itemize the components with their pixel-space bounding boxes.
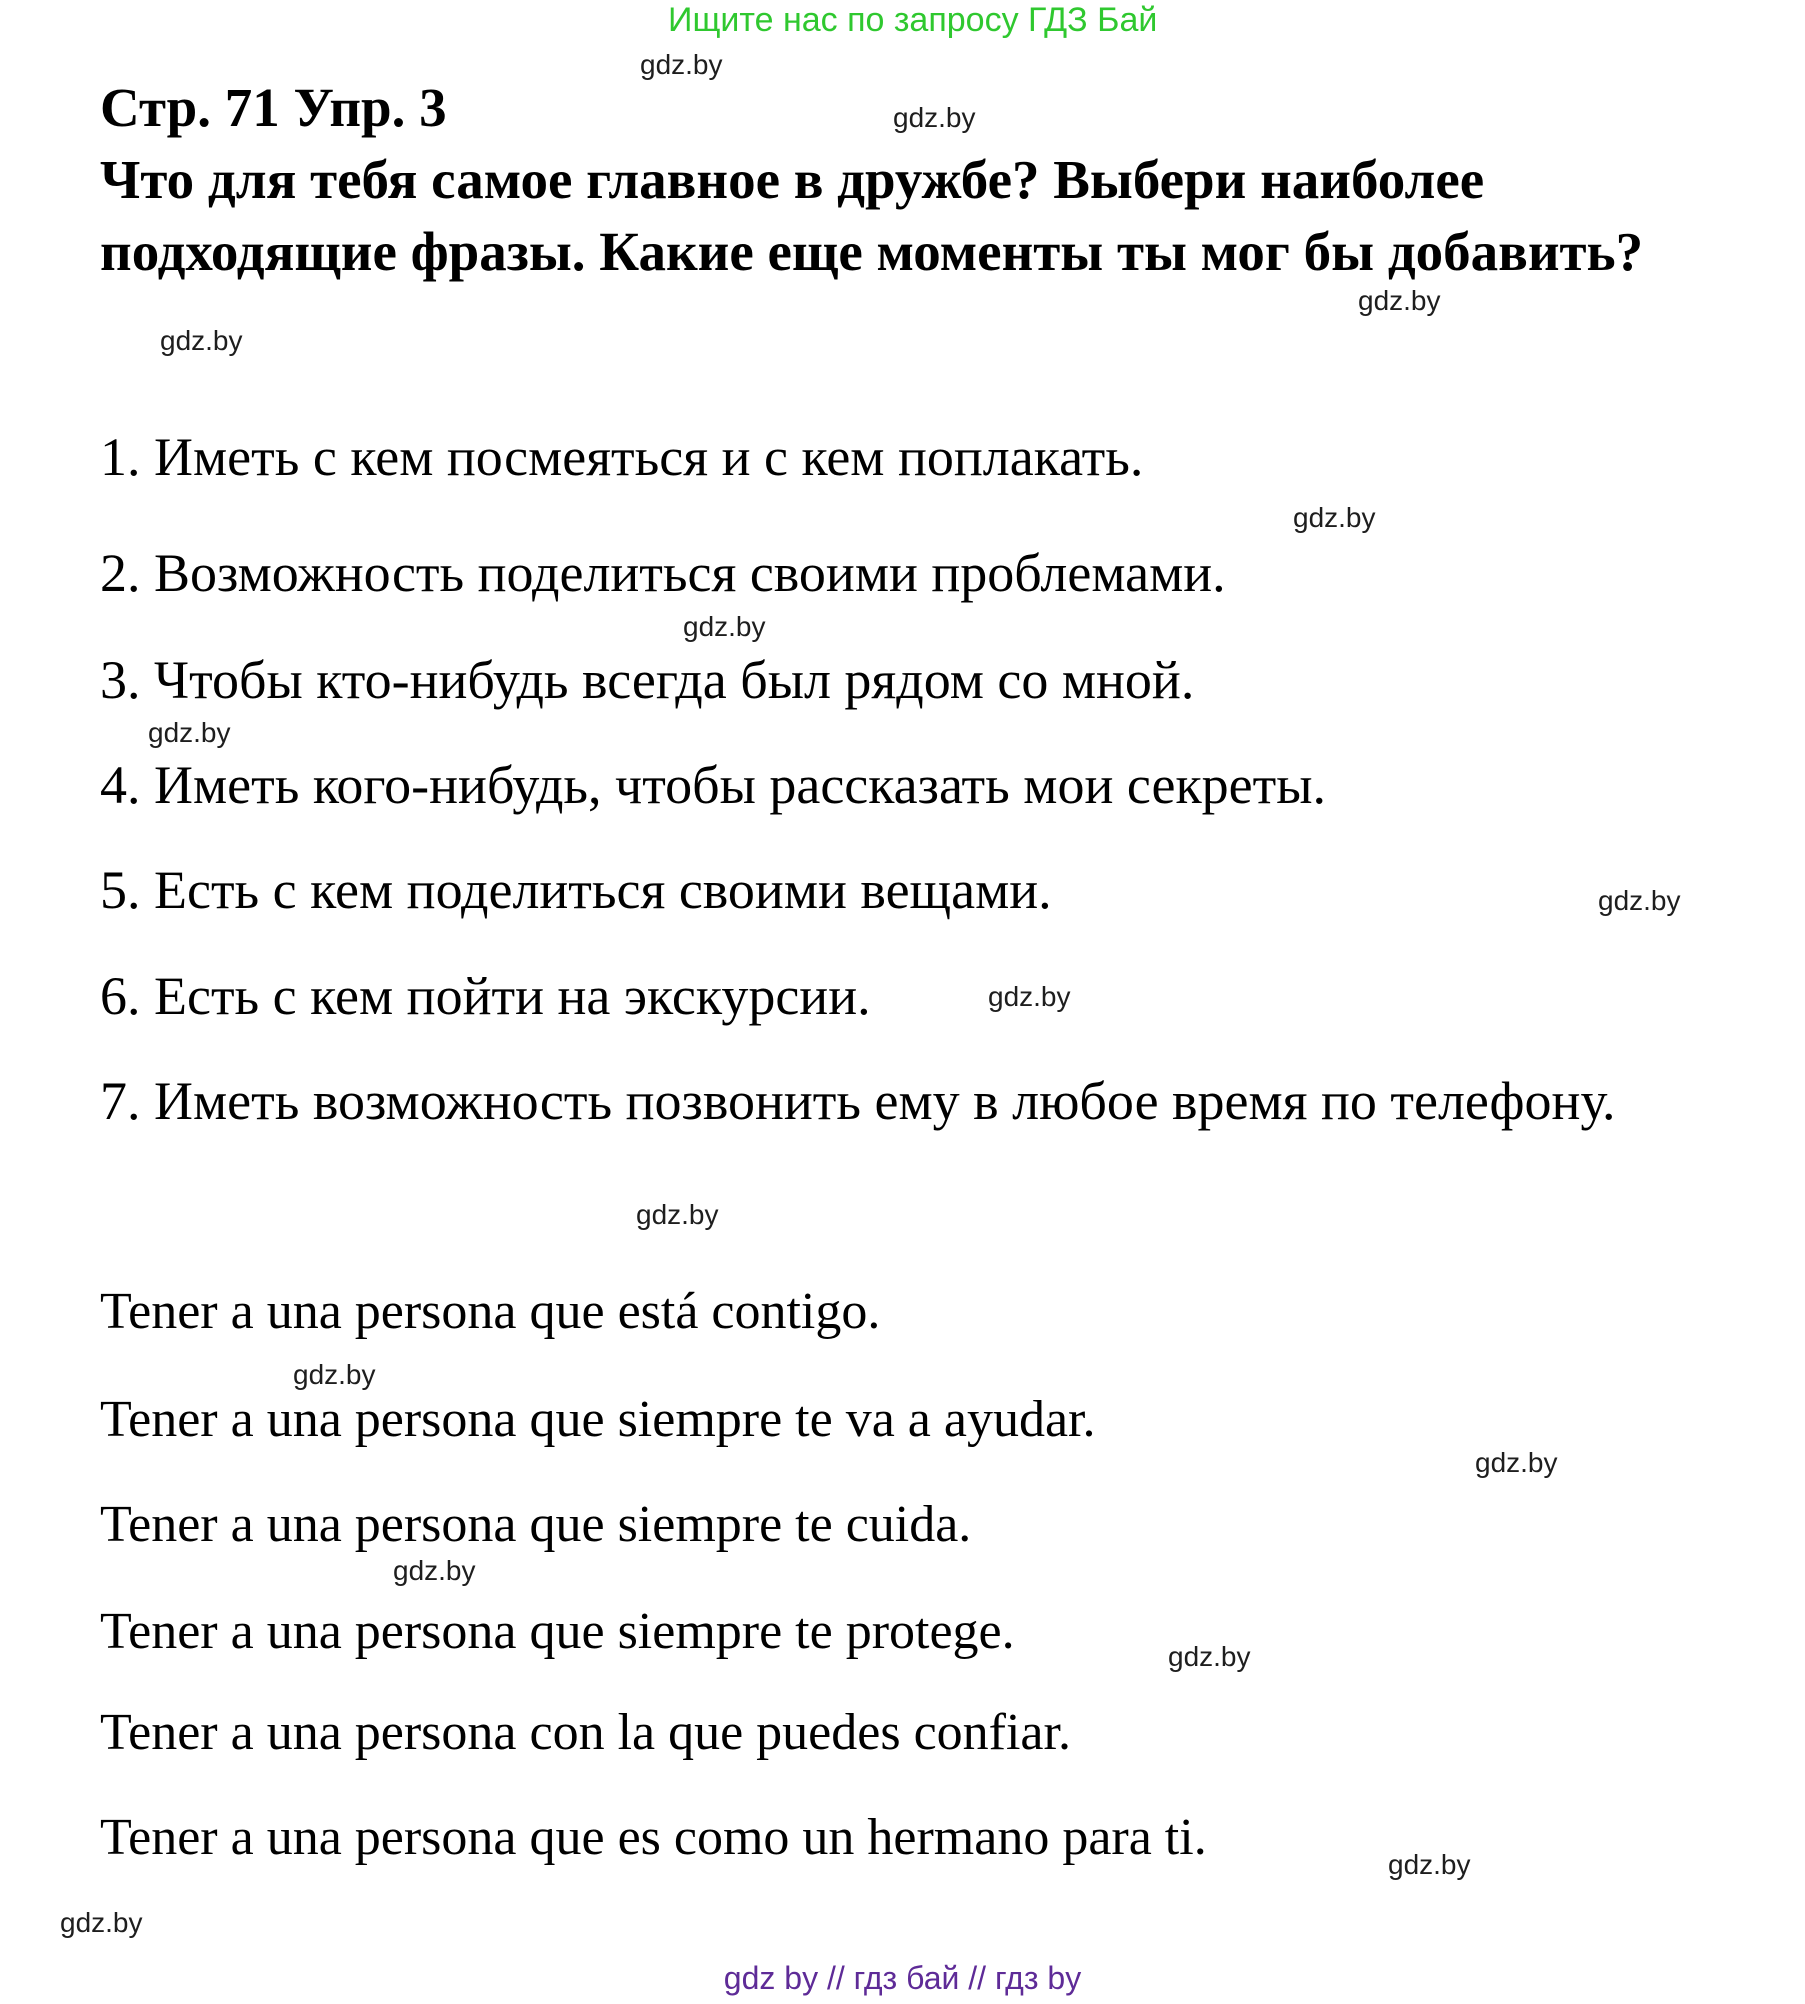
gdz-watermark: gdz.by: [60, 1907, 143, 1938]
gdz-watermark: gdz.by: [1358, 285, 1441, 316]
site-footer: gdz by // гдз бай // гдз by: [723, 1960, 1082, 1996]
spanish-item-3: Tener a una persona que siempre te cuida.: [100, 1496, 972, 1553]
task-line-2: подходящие фразы. Какие еще моменты ты мог бы добавить?: [100, 221, 1644, 282]
gdz-watermark: gdz.by: [148, 717, 231, 748]
russian-item-3: 3. Чтобы кто-нибудь всегда был рядом со мной.: [100, 650, 1195, 710]
promo-banner: Ищите нас по запросу ГДЗ Бай: [668, 1, 1158, 39]
gdz-watermark: gdz.by: [636, 1199, 719, 1230]
page-title: Стр. 71 Упр. 3: [100, 77, 447, 138]
spanish-item-4: Tener a una persona que siempre te protege.: [100, 1603, 1015, 1660]
russian-item-2: 2. Возможность поделиться своими проблемами.: [100, 543, 1226, 603]
russian-item-5: 5. Есть с кем поделиться своими вещами.: [100, 860, 1052, 920]
spanish-item-1: Tener a una persona que está contigo.: [100, 1283, 881, 1340]
spanish-item-5: Tener a una persona con la que puedes confiar.: [100, 1704, 1071, 1761]
gdz-watermark: gdz.by: [1168, 1641, 1251, 1672]
spanish-item-6: Tener a una persona que es como un hermano para ti.: [100, 1809, 1207, 1866]
gdz-watermark: gdz.by: [640, 49, 723, 80]
gdz-watermark: gdz.by: [988, 981, 1071, 1012]
gdz-watermark: gdz.by: [1598, 885, 1681, 916]
gdz-watermark: gdz.by: [393, 1555, 476, 1586]
gdz-watermark: gdz.by: [160, 325, 243, 356]
gdz-watermark: gdz.by: [1293, 502, 1376, 533]
gdz-watermark: gdz.by: [1475, 1447, 1558, 1478]
gdz-watermark: gdz.by: [293, 1359, 376, 1390]
gdz-watermark: gdz.by: [683, 611, 766, 642]
russian-item-6: 6. Есть с кем пойти на экскурсии.: [100, 966, 871, 1026]
task-text: [100, 144, 1643, 288]
russian-item-1: 1. Иметь с кем посмеяться и с кем поплакать.: [100, 427, 1144, 487]
russian-item-7: 7. Иметь возможность позвонить ему в любое время по телефону.: [100, 1071, 1616, 1131]
task-line-1: Что для тебя самое главное в дружбе? Выбери наиболее: [100, 149, 1485, 210]
gdz-watermark: gdz.by: [1388, 1849, 1471, 1880]
russian-item-4: 4. Иметь кого-нибудь, чтобы рассказать мои секреты.: [100, 755, 1327, 815]
spanish-item-2: Tener a una persona que siempre te va a ayudar.: [100, 1391, 1096, 1448]
gdz-watermark: gdz.by: [893, 102, 976, 133]
